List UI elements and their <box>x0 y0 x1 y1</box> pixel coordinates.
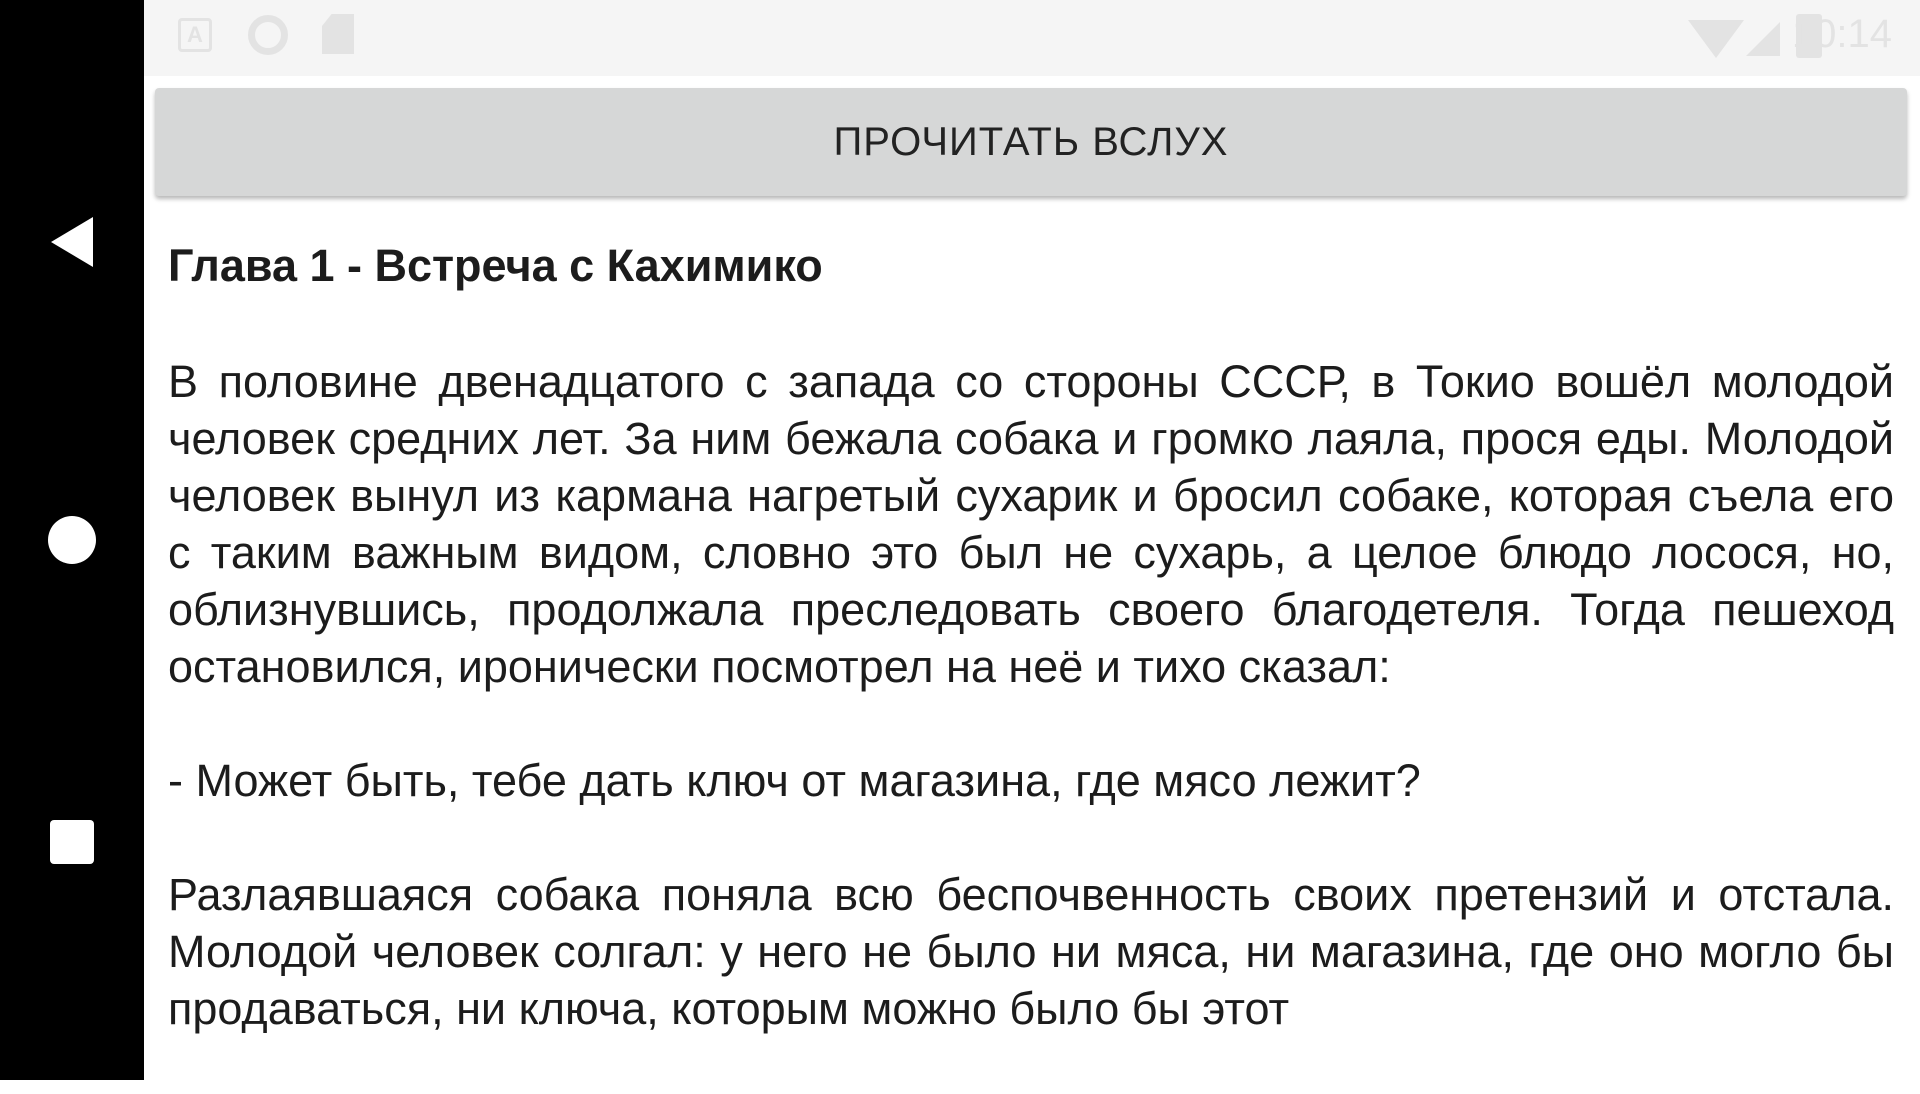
reader-content <box>168 236 1894 1094</box>
sd-card-icon <box>322 14 354 54</box>
status-time: 10:14 <box>1791 12 1892 56</box>
paragraph: В половине двенадцатого с запада со стороны СССР, в Токио вошёл молодой человек средних лет. За ним бежала собака и громко лаяла, прося еды. Молодой человек вынул из кармана нагретый сухарик и бросил собаке, которая съела его с таким важным видом, словно это был не сухарь, а целое блюдо лосося, но, облизнувшись, продолжала преследовать своего благодетеля. Тогда пешеход остановился, иронически посмотрел на неё и тихо сказал: <box>168 356 1894 692</box>
status-bar <box>144 0 1920 76</box>
read-aloud-button[interactable]: ПРОЧИТАТЬ ВСЛУХ <box>155 88 1907 196</box>
paragraph: - Может быть, тебе дать ключ от магазина, где мясо лежит? <box>168 755 1421 806</box>
back-button[interactable] <box>0 170 144 314</box>
recents-button[interactable] <box>0 770 144 914</box>
signal-icon <box>1746 22 1780 56</box>
navigation-bar <box>0 0 144 1080</box>
back-icon <box>51 217 93 267</box>
paragraph: Разлаявшаяся собака поняла всю беспочвенность своих претензий и отстала. Молодой человек солгал: у него не было ни мяса, ни магазина, где оно могло бы продаваться, ни ключа, которым можно было бы этот <box>168 869 1894 1034</box>
home-button[interactable] <box>0 468 144 612</box>
home-icon <box>48 516 96 564</box>
chapter-title: Глава 1 - Встреча с Кахимико <box>168 240 823 291</box>
sync-icon <box>248 15 288 55</box>
a-notification-icon: A <box>178 18 212 52</box>
recents-icon <box>50 820 94 864</box>
wifi-icon <box>1688 20 1744 58</box>
